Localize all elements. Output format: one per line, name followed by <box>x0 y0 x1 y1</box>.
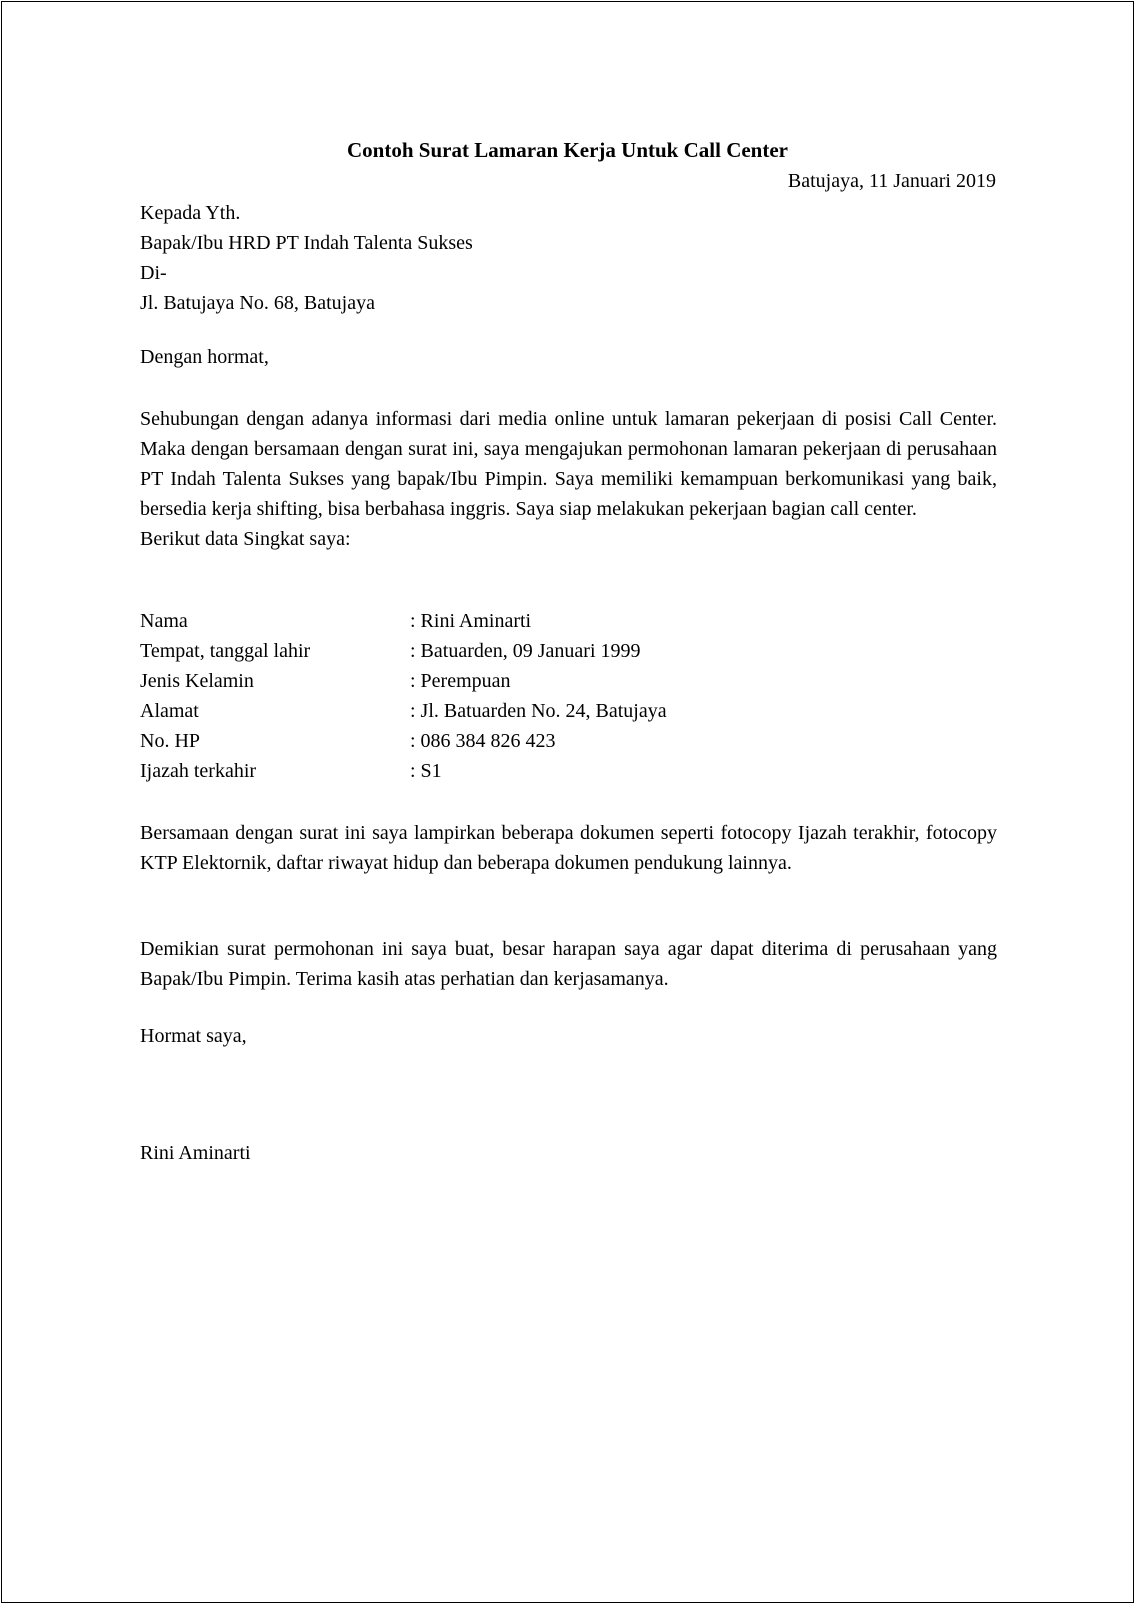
place-date: Batujaya, 11 Januari 2019 <box>787 170 996 192</box>
biodata-label: No. HP <box>140 730 201 752</box>
biodata-label: Tempat, tanggal lahir <box>140 640 311 662</box>
recipient-line: Kepada Yth. <box>140 202 241 224</box>
biodata-row <box>140 636 997 666</box>
body-paragraph-3: Demikian surat permohonan ini saya buat, besar harapan saya agar dapat diterima di perusahaan yang Bapak/Ibu Pimpin. Terima kasih atas perhatian dan kerjasamanya. <box>140 938 997 990</box>
biodata-row <box>140 696 997 726</box>
biodata-label: Alamat <box>140 700 199 722</box>
biodata-value: : S1 <box>410 760 442 782</box>
biodata-value: : Batuarden, 09 Januari 1999 <box>410 640 641 662</box>
biodata-value: : Rini Aminarti <box>410 610 532 632</box>
letter-page <box>1 1 1134 1603</box>
recipient-block <box>140 198 997 318</box>
body-paragraph-1 <box>140 404 997 554</box>
recipient-line: Bapak/Ibu HRD PT Indah Talenta Sukses <box>140 232 473 254</box>
biodata-row <box>140 756 997 786</box>
body-paragraph-2: Bersamaan dengan surat ini saya lampirkan beberapa dokumen seperti fotocopy Ijazah terakhir, fotocopy KTP Elektornik, daftar riwayat hidup dan beberapa dokumen pendukung lainnya. <box>140 822 997 874</box>
biodata-value: : Perempuan <box>410 670 511 692</box>
biodata-intro: Berikut data Singkat saya: <box>140 528 351 550</box>
biodata-row <box>140 726 997 756</box>
biodata-label: Ijazah terkahir <box>140 760 257 782</box>
signature-name: Rini Aminarti <box>140 1142 251 1164</box>
biodata-label: Nama <box>140 610 188 632</box>
biodata-row <box>140 666 997 696</box>
biodata-label: Jenis Kelamin <box>140 670 254 692</box>
letter-title: Contoh Surat Lamaran Kerja Untuk Call Center <box>347 138 788 162</box>
biodata-list <box>140 606 997 786</box>
biodata-value: : Jl. Batuarden No. 24, Batujaya <box>410 700 667 722</box>
greeting: Dengan hormat, <box>140 346 269 368</box>
biodata-value: : 086 384 826 423 <box>410 730 556 752</box>
recipient-line: Di- <box>140 262 167 284</box>
paragraph-text: Sehubungan dengan adanya informasi dari media online untuk lamaran pekerjaan di posisi Call Center. Maka dengan bersamaan dengan surat ini, saya mengajukan permohonan lamaran pekerjaan di perusahaan PT Indah Talenta Sukses yang bapak/Ibu Pimpin. Saya memiliki kemampuan berkomunikasi yang baik, bersedia kerja shifting, bisa berbahasa inggris. Saya siap melakukan pekerjaan bagian call center. <box>140 408 997 520</box>
biodata-row <box>140 606 997 636</box>
closing: Hormat saya, <box>140 1025 247 1047</box>
recipient-line: Jl. Batujaya No. 68, Batujaya <box>140 292 375 314</box>
